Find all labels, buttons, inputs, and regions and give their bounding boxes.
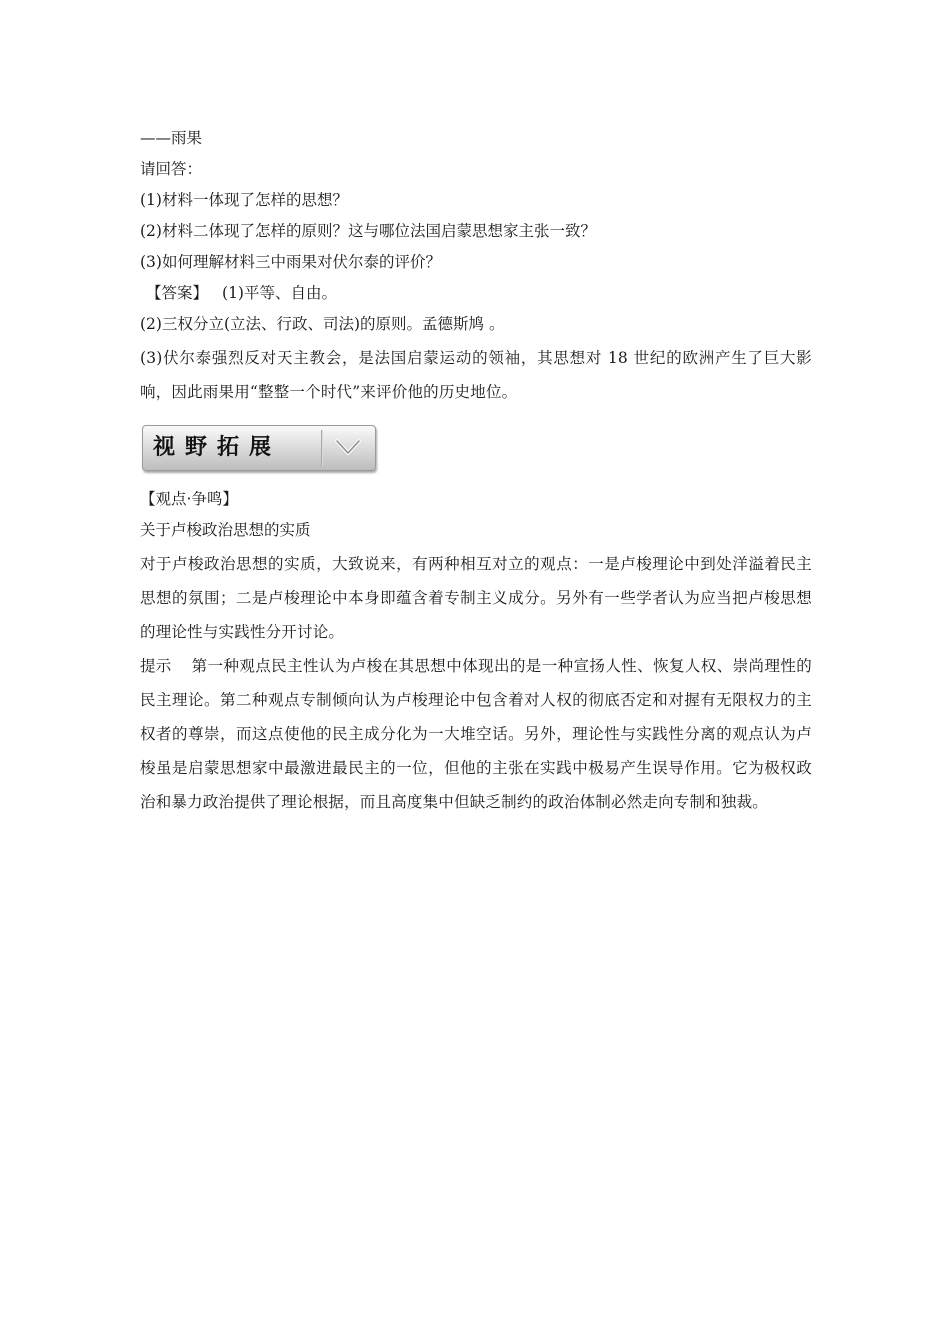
- question-3: (3)如何理解材料三中雨果对伏尔泰的评价？: [140, 253, 441, 271]
- answer-label: 【答案】: [146, 284, 209, 302]
- viewpoint-header: 【观点·争鸣】: [140, 490, 238, 508]
- answer-1-line: [140, 279, 812, 307]
- banner-label: 视野拓展: [153, 435, 282, 460]
- banner-divider: [321, 430, 323, 466]
- chevron-down-icon: [333, 435, 363, 461]
- tip-body: 第一种观点民主性认为卢梭在其思想中体现出的是一种宣扬人性、恢复人权、崇尚理性的民主理论。第二种观点专制倾向认为卢梭理论中包含着对人权的彻底否定和对握有无限权力的主权者的尊崇，而这点使他的民主成分化为一大堆空话。另外，理论性与实践性分离的观点认为卢梭虽是启蒙思想家中最激进最民主的一位，但他的主张在实践中极易产生误导作用。它为极权政治和暴力政治提供了理论根据，而且高度集中但缺乏制约的政治体制必然走向专制和独裁。: [140, 657, 812, 811]
- tip-paragraph: [140, 649, 812, 819]
- answer-2: (2)三权分立(立法、行政、司法)的原则。孟德斯鸠 。: [140, 315, 505, 333]
- viewpoint-body: 对于卢梭政治思想的实质，大致说来，有两种相互对立的观点：一是卢梭理论中到处洋溢着民主思想的氛围；二是卢梭理论中本身即蕴含着专制主义成分。另外有一些学者认为应当把卢梭思想的理论性与实践性分开讨论。: [140, 555, 812, 641]
- answer-3: (3)伏尔泰强烈反对天主教会，是法国启蒙运动的领袖，其思想对 18 世纪的欧洲产生了巨大影响，因此雨果用“整整一个时代”来评价他的历史地位。: [140, 349, 812, 401]
- question-1: (1)材料一体现了怎样的思想？: [140, 191, 348, 209]
- viewpoint-title: 关于卢梭政治思想的实质: [140, 521, 311, 539]
- answer-1: (1)平等、自由。: [222, 284, 337, 302]
- quote-attribution: ——雨果: [140, 129, 203, 147]
- tip-label: 提示: [140, 657, 172, 675]
- answer-prompt: 请回答：: [140, 160, 203, 178]
- section-banner: [142, 425, 376, 471]
- question-2: (2)材料二体现了怎样的原则？这与哪位法国启蒙思想家主张一致？: [140, 222, 596, 240]
- document-page: [140, 124, 812, 819]
